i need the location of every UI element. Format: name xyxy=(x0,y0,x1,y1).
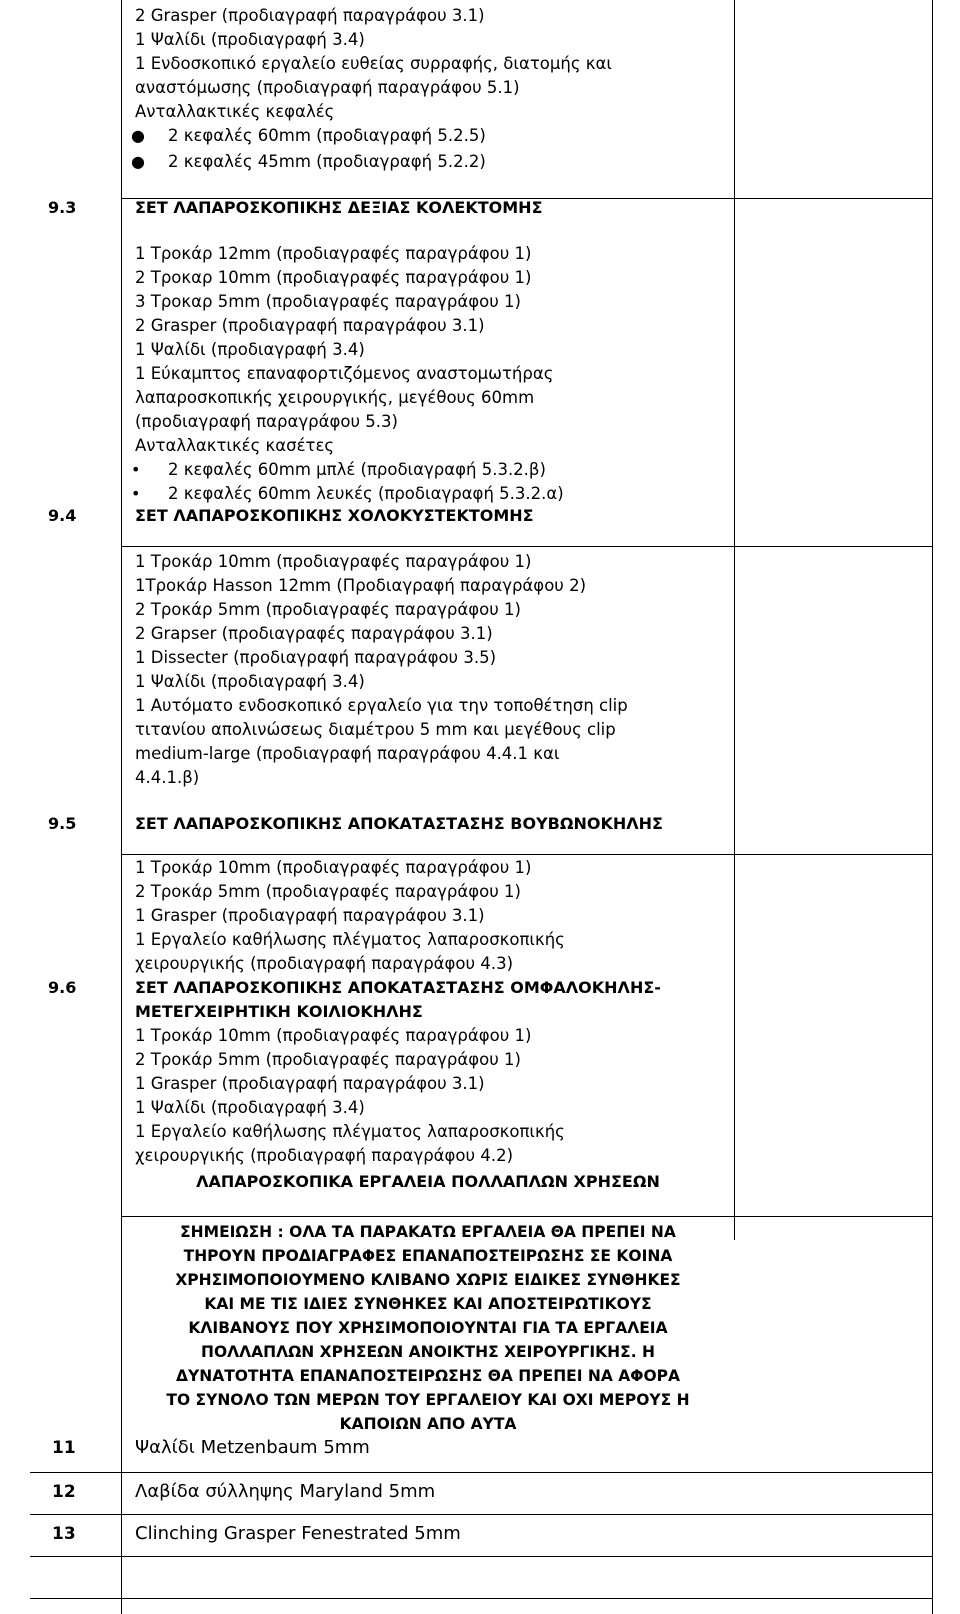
spec-line: 1 Ψαλίδι (προδιαγραφή 3.4) xyxy=(135,672,365,691)
section-title: ΣΕΤ ΛΑΠΑΡΟΣΚΟΠΙΚΗΣ ΧΟΛΟΚΥΣΤΕΚΤΟΜΗΣ xyxy=(135,506,534,525)
spec-line: Ανταλλακτικές κεφαλές xyxy=(135,102,335,121)
bullet-item xyxy=(131,458,546,482)
spec-line: 2 Τροκάρ 5mm (προδιαγραφές παραγράφου 1) xyxy=(135,882,521,901)
note-line: ΔΥΝΑΤΟΤΗΤΑ ΕΠΑΝΑΠΟΣΤΕΙΡΩΣΗΣ ΘΑ ΠΡΕΠΕΙ ΝΑ ΑΦΟΡΑ xyxy=(176,1367,680,1385)
spec-line: λαπαροσκοπικής χειρουργικής, μεγέθους 60mm xyxy=(135,388,535,407)
spec-line: χειρουργικής (προδιαγραφή παραγράφου 4.2) xyxy=(135,1146,514,1165)
bullet-icon: ● xyxy=(131,126,145,145)
note-line: ΧΡΗΣΙΜΟΠΟΙΟΥΜΕΝΟ ΚΛΙΒΑΝΟ ΧΩΡΙΣ ΕΙΔΙΚΕΣ ΣΥΝΘΗΚΕΣ xyxy=(175,1271,681,1289)
sterilization-note xyxy=(122,1220,734,1436)
note-line: ΚΑΠΟΙΩΝ ΑΠΟ ΑΥΤΑ xyxy=(339,1415,517,1433)
row-rule xyxy=(121,1216,933,1217)
reusable-tools-heading: ΛΑΠΑΡΟΣΚΟΠΙΚΑ ΕΡΓΑΛΕΙΑ ΠΟΛΛΑΠΛΩΝ ΧΡΗΣΕΩΝ xyxy=(196,1172,660,1191)
note-line: ΚΛΙΒΑΝΟΥΣ ΠΟΥ ΧΡΗΣΙΜΟΠΟΙΟΥΝΤΑΙ ΓΙΑ ΤΑ ΕΡΓΑΛΕΙΑ xyxy=(188,1319,668,1337)
note-line: ΤΗΡΟΥΝ ΠΡΟΔΙΑΓΡΑΦΕΣ ΕΠΑΝΑΠΟΣΤΕΙΡΩΣΗΣ ΣΕ ΚΟΙΝΑ xyxy=(183,1247,673,1265)
bullet-icon: • xyxy=(131,484,141,503)
note-line: ΣΗΜΕΙΩΣΗ : ΟΛΑ ΤΑ ΠΑΡΑΚΑΤΩ ΕΡΓΑΛΕΙΑ ΘΑ ΠΡΕΠΕΙ ΝΑ xyxy=(180,1223,676,1241)
row-rule xyxy=(121,854,933,855)
spec-line: 1 Τροκάρ 10mm (προδιαγραφές παραγράφου 1) xyxy=(135,1026,532,1045)
item-label: Ψαλίδι Metzenbaum 5mm xyxy=(135,1437,370,1458)
section-title: ΣΕΤ ΛΑΠΑΡΟΣΚΟΠΙΚΗΣ ΔΕΞΙΑΣ ΚΟΛΕΚΤΟΜΗΣ xyxy=(135,198,543,217)
spec-line: 2 Τροκάρ 5mm (προδιαγραφές παραγράφου 1) xyxy=(135,600,521,619)
row-rule xyxy=(121,546,933,547)
section-number: 9.6 xyxy=(48,978,77,997)
spec-line: 1 Τροκάρ 10mm (προδιαγραφές παραγράφου 1) xyxy=(135,858,532,877)
section-number: 9.5 xyxy=(48,814,77,833)
spec-line: 1 Dissecter (προδιαγραφή παραγράφου 3.5) xyxy=(135,648,497,667)
spec-line: 4.4.1.β) xyxy=(135,768,200,787)
spec-line: 1Τροκάρ Hasson 12mm (Προδιαγραφή παραγράφου 2) xyxy=(135,576,587,595)
spec-line: 1 Εργαλείο καθήλωσης πλέγματος λαπαροσκοπικής xyxy=(135,1122,565,1141)
bullet-text: 2 κεφαλές 60mm μπλέ (προδιαγραφή 5.3.2.β) xyxy=(168,460,546,479)
bullet-icon: ● xyxy=(131,152,145,171)
spec-line: 2 Τροκαρ 10mm (προδιαγραφές παραγράφου 1) xyxy=(135,268,532,287)
note-line: ΚΑΙ ΜΕ ΤΙΣ ΙΔΙΕΣ ΣΥΝΘΗΚΕΣ ΚΑΙ ΑΠΟΣΤΕΙΡΩΤΙΚΟΥΣ xyxy=(204,1295,652,1313)
item-number: 13 xyxy=(52,1524,76,1544)
section-title: ΣΕΤ ΛΑΠΑΡΟΣΚΟΠΙΚΗΣ ΑΠΟΚΑΤΑΣΤΑΣΗΣ ΒΟΥΒΩΝΟΚΗΛΗΣ xyxy=(135,814,663,833)
spec-line: αναστόμωσης (προδιαγραφή παραγράφου 5.1) xyxy=(135,78,520,97)
note-line: ΤΟ ΣΥΝΟΛΟ ΤΩΝ ΜΕΡΩΝ ΤΟΥ ΕΡΓΑΛΕΙΟΥ ΚΑΙ ΟΧΙ ΜΕΡΟΥΣ Η xyxy=(166,1391,690,1409)
spec-line: 1 Ψαλίδι (προδιαγραφή 3.4) xyxy=(135,340,365,359)
row-rule xyxy=(30,1598,933,1599)
spec-line: χειρουργικής (προδιαγραφή παραγράφου 4.3) xyxy=(135,954,514,973)
spec-line: 1 Grasper (προδιαγραφή παραγράφου 3.1) xyxy=(135,906,485,925)
column-rule-right xyxy=(932,0,933,1614)
spec-line: τιτανίου απολινώσεως διαμέτρου 5 mm και μεγέθους clip xyxy=(135,720,616,739)
spec-line: 2 Grasper (προδιαγραφή παραγράφου 3.1) xyxy=(135,6,485,25)
spec-line: 2 Τροκάρ 5mm (προδιαγραφές παραγράφου 1) xyxy=(135,1050,521,1069)
column-rule-middle xyxy=(734,0,735,1240)
bullet-text: 2 κεφαλές 60mm λευκές (προδιαγραφή 5.3.2.α) xyxy=(168,484,564,503)
spec-line: 1 Ενδοσκοπικό εργαλείο ευθείας συρραφής, διατομής και xyxy=(135,54,612,73)
spec-line: 1 Τροκάρ 10mm (προδιαγραφές παραγράφου 1) xyxy=(135,552,532,571)
row-rule xyxy=(30,1556,933,1557)
spec-line: 1 Ψαλίδι (προδιαγραφή 3.4) xyxy=(135,1098,365,1117)
bullet-item xyxy=(131,124,486,148)
item-number: 11 xyxy=(52,1438,76,1458)
note-line: ΠΟΛΛΑΠΛΩΝ ΧΡΗΣΕΩΝ ΑΝΟΙΚΤΗΣ ΧΕΙΡΟΥΡΓΙΚΗΣ. Η xyxy=(200,1343,655,1361)
spec-line: 1 Εύκαμπτος επαναφορτιζόμενος αναστομωτήρας xyxy=(135,364,554,383)
spec-line: (προδιαγραφή παραγράφου 5.3) xyxy=(135,412,398,431)
section-title: ΣΕΤ ΛΑΠΑΡΟΣΚΟΠΙΚΗΣ ΑΠΟΚΑΤΑΣΤΑΣΗΣ ΟΜΦΑΛΟΚΗΛΗΣ- xyxy=(135,978,661,997)
section-number: 9.3 xyxy=(48,198,77,217)
spec-line: 1 Εργαλείο καθήλωσης πλέγματος λαπαροσκοπικής xyxy=(135,930,565,949)
bullet-text: 2 κεφαλές 45mm (προδιαγραφή 5.2.2) xyxy=(168,152,486,171)
spec-line: Ανταλλακτικές κασέτες xyxy=(135,436,335,455)
bullet-item xyxy=(131,150,486,174)
bullet-item xyxy=(131,482,564,506)
spec-line: 1 Αυτόματο ενδοσκοπικό εργαλείο για την τοποθέτηση clip xyxy=(135,696,628,715)
spec-line: 2 Grapser (προδιαγραφές παραγράφου 3.1) xyxy=(135,624,493,643)
spec-line: 1 Grasper (προδιαγραφή παραγράφου 3.1) xyxy=(135,1074,485,1093)
section-title-continued: ΜΕΤΕΓΧΕΙΡΗΤΙΚΗ ΚΟΙΛΙΟΚΗΛΗΣ xyxy=(135,1002,423,1021)
row-rule xyxy=(30,1472,933,1473)
bullet-icon: • xyxy=(131,460,141,479)
item-number: 12 xyxy=(52,1482,76,1502)
bullet-text: 2 κεφαλές 60mm (προδιαγραφή 5.2.5) xyxy=(168,126,486,145)
item-label: Clinching Grasper Fenestrated 5mm xyxy=(135,1523,461,1544)
spec-line: 1 Τροκάρ 12mm (προδιαγραφές παραγράφου 1) xyxy=(135,244,532,263)
spec-line: medium-large (προδιαγραφή παραγράφου 4.4.1 και xyxy=(135,744,560,763)
section-number: 9.4 xyxy=(48,506,77,525)
spec-line: 3 Τροκαρ 5mm (προδιαγραφές παραγράφου 1) xyxy=(135,292,521,311)
row-rule xyxy=(30,1514,933,1515)
item-label: Λαβίδα σύλληψης Maryland 5mm xyxy=(135,1481,436,1502)
spec-line: 1 Ψαλίδι (προδιαγραφή 3.4) xyxy=(135,30,365,49)
spec-line: 2 Grasper (προδιαγραφή παραγράφου 3.1) xyxy=(135,316,485,335)
